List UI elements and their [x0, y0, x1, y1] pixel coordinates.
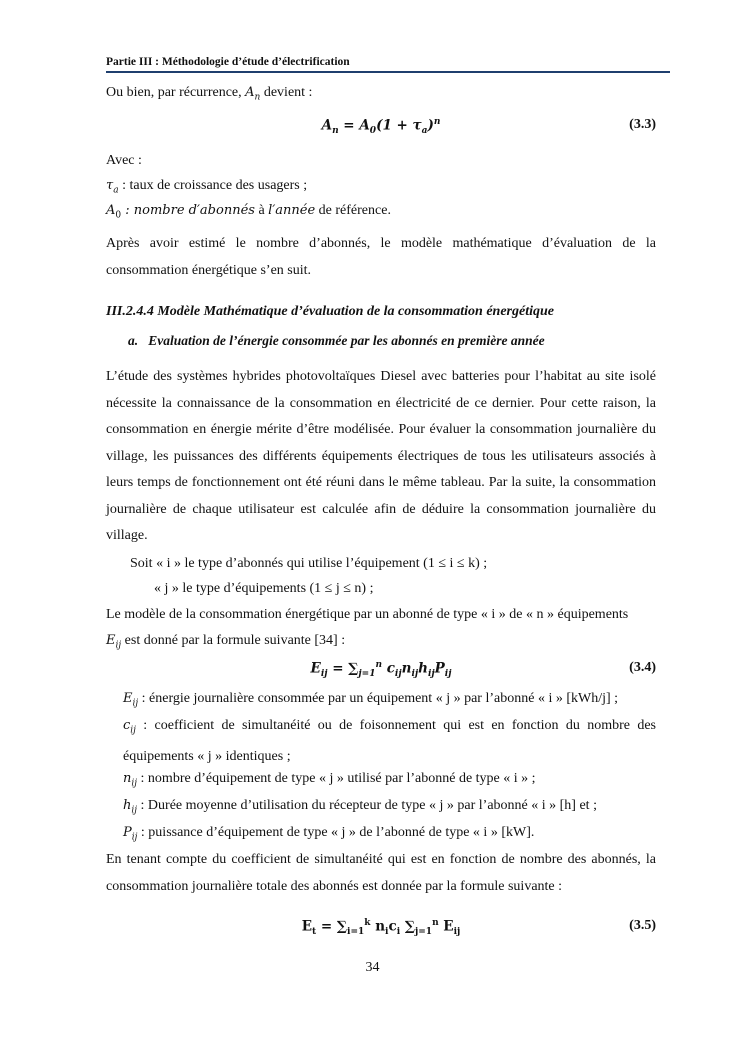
equation-3-4	[106, 660, 656, 682]
paragraph-1: Après avoir estimé le nombre d’abonnés, le modèle mathématique d’évaluation de la consommation énergétique s’en suit.	[106, 236, 656, 278]
def-eij: $E_{ij}$ : énergie journalière consommée par un équipement « j » par l’abonné « i » [kWh/j] ;	[123, 691, 619, 709]
intro-line	[106, 80, 656, 111]
def-tau: $\tau_a$ : taux de croissance des usagers ;	[106, 178, 308, 196]
equation-3-4-number: (3.4)	[629, 660, 656, 675]
paragraph-4: En tenant compte du coefficient de simultanéité qui est en fonction de nombre des abonnés, la consommation journalière totale des abonnés est donnée par la formule suivante :	[106, 852, 656, 894]
header-rule	[106, 71, 670, 73]
paragraph-2: L’étude des systèmes hybrides photovoltaïques Diesel avec batteries pour l’habitat au site isolé nécessite la connaissance de la consommation en électricité de ce dernier. Pour cette raison, la consommation en énergie mérite d’être modélisée. Pour évaluer la consommation journalière du village, les puissances des différents équipements électriques de tous les utilisateurs associés à leurs temps de fonctionnement ont été réuni dans le même tableau. Par la suite, la consommation journalière de chaque utilisateur est calculée afin de déduire la consommation journalière du village.	[106, 369, 656, 543]
equation-3-5-formula: $E_t = \sum_{i=1}^k$ $n_ic_i$ $\sum_{j=1}^n$ $E_{ij}$	[301, 918, 461, 938]
def-nij: $n_{ij}$ : nombre d’équipement de type « j » utilisé par l’abonné de type « i » ;	[123, 771, 536, 789]
page-number: 34	[365, 960, 380, 975]
running-header: Partie III : Méthodologie d’étude d’électrification	[106, 56, 350, 68]
equation-3-3-formula: $A_n = A_0(1 + \tau_a)^n$	[321, 117, 441, 137]
paragraph-3a: Le modèle de la consommation énergétique par un abonné de type « i » de « n » équipements	[106, 607, 629, 622]
intro-var: $A_n$	[245, 85, 261, 103]
def-pij: $P_{ij}$ : puissance d’équipement de type « j » de l’abonné de type « i » [kW].	[123, 825, 535, 843]
intro-after: devient :	[260, 85, 313, 100]
soit-line-1: Soit « i » le type d’abonnés qui utilise l’équipement (1 ≤ i ≤ k) ;	[130, 556, 488, 571]
avec-label: Avec :	[106, 153, 142, 168]
def-hij: $h_{ij}$ : Durée moyenne d’utilisation du récepteur de type « j » par l’abonné « i » [h] et ;	[123, 798, 597, 816]
soit-line-2: « j » le type d’équipements (1 ≤ j ≤ n) ;	[154, 581, 374, 596]
equation-3-4-formula: $E_{ij} = \sum_{j=1}^n$ $c_{ij}n_{ij}h_{ij}P_{ij}$	[310, 660, 452, 680]
def-cij: $c_{ij}$ : coefficient de simultanéité ou de foisonnement qui est en fonction du nombre des équipements « j » identiques ;	[123, 718, 656, 765]
equation-3-3-number: (3.3)	[629, 117, 656, 132]
def-a0: $A_0$ : nombre d′abonnés à l′année de référence.	[106, 203, 391, 221]
equation-3-5-number: (3.5)	[629, 918, 656, 933]
paragraph-3b: $E_{ij}$ est donné par la formule suivante [34] :	[106, 633, 346, 651]
equation-3-3	[106, 117, 656, 139]
equation-3-5	[106, 918, 656, 940]
section-heading: III.2.4.4 Modèle Mathématique d’évaluation de la consommation énergétique	[106, 304, 554, 319]
subsection-heading: a. Evaluation de l’énergie consommée par les abonnés en première année	[128, 333, 545, 348]
intro-before: Ou bien, par récurrence,	[106, 85, 246, 100]
